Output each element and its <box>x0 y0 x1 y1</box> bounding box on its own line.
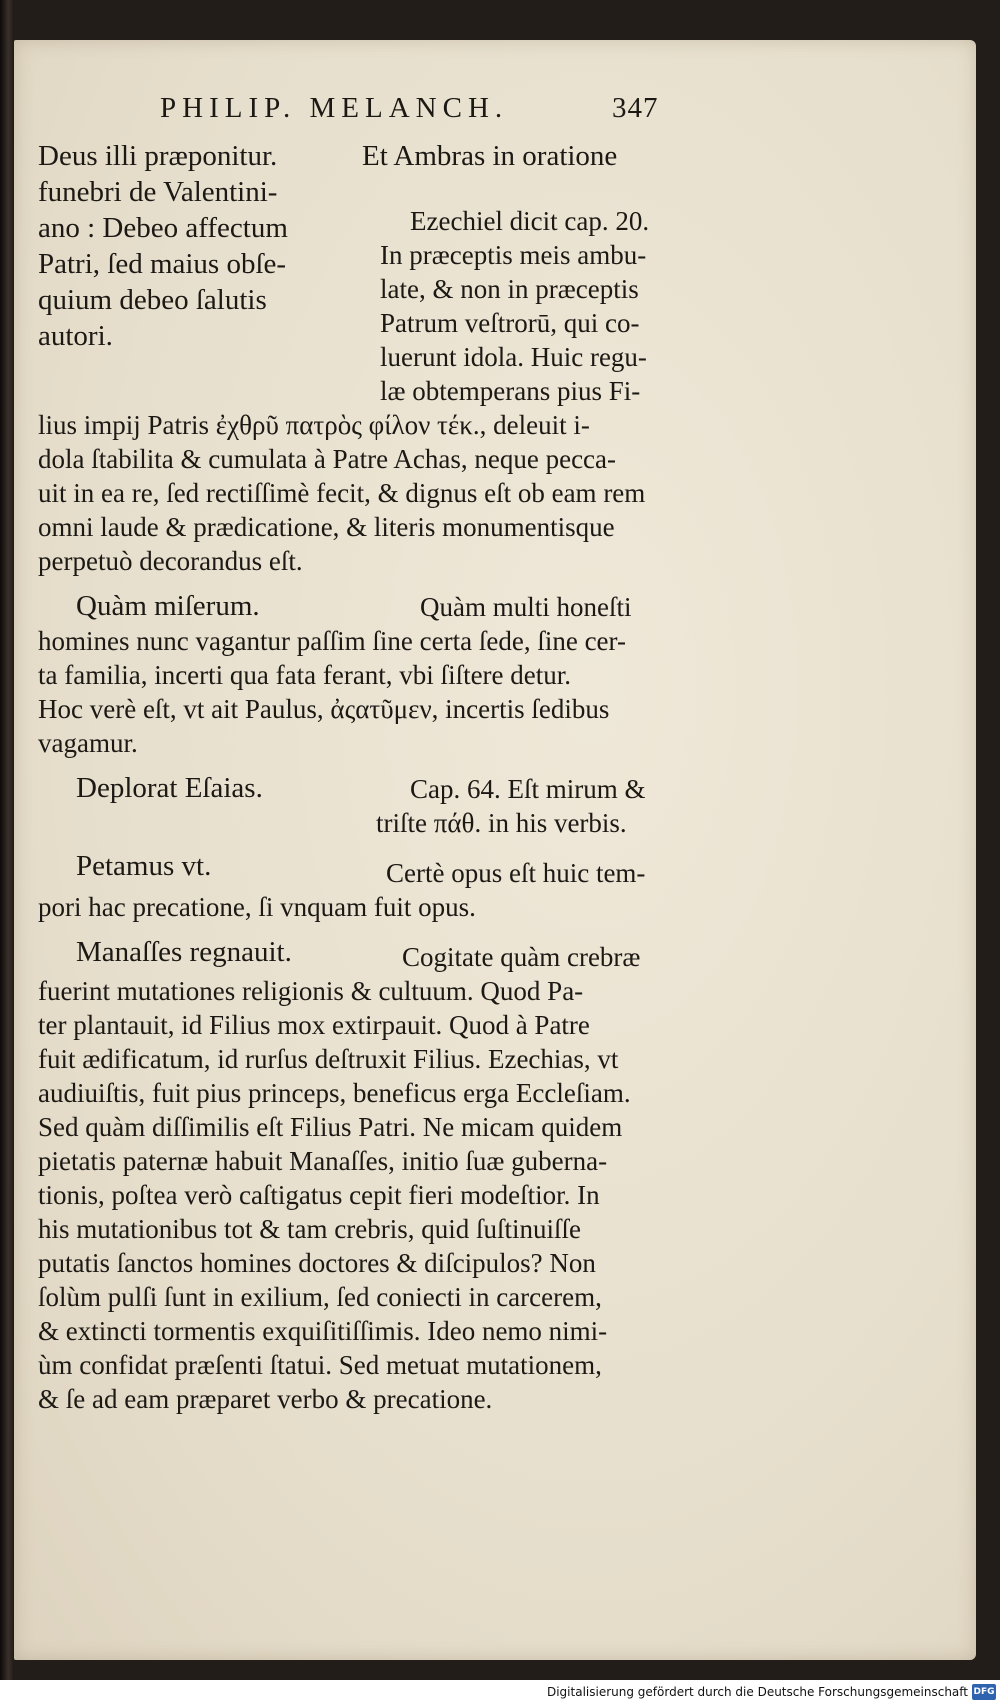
text-line: Quàm multi honeſti <box>420 592 632 622</box>
text-line: perpetuò decorandus eſt. <box>38 546 303 576</box>
margin-heading-manasses-regnauit: Manaſſes regnauit. <box>76 936 292 968</box>
book-spine-edge <box>0 0 14 1680</box>
text-line: ùm confidat præſenti ſtatui. Sed metuat mutationem, <box>38 1350 602 1380</box>
text-line: uit in ea re, ſed rectiſſimè fecit, & dignus eſt ob eam rem <box>38 478 646 508</box>
text-line: omni laude & prædicatione, & literis monumentisque <box>38 512 615 542</box>
text-line: ano : Debeo affectum <box>38 212 288 244</box>
dfg-logo-icon: DFG <box>972 1684 996 1700</box>
margin-heading-quam-miserum: Quàm miſerum. <box>76 590 260 622</box>
text-line: lius impij Patris ἐχθρῦ πατρὸς φίλον τέκ., deleuit i- <box>38 410 590 440</box>
text-line: Ezechiel dicit cap. 20. <box>410 206 650 236</box>
text-line: putatis ſanctos homines doctores & diſcipulos? Non <box>38 1248 596 1278</box>
digitization-credit-bar <box>0 1680 1000 1706</box>
text-line: dola ſtabilita & cumulata à Patre Achas, neque pecca- <box>38 444 617 474</box>
text-line: læ obtemperans pius Fi- <box>380 376 641 406</box>
text-line: fuit ædificatum, id rurſus deſtruxit Filius. Ezechias, vt <box>38 1044 619 1074</box>
text-line: & extincti tormentis exquiſitiſſimis. Ideo nemo nimi- <box>38 1316 608 1346</box>
text-line: pietatis paternæ habuit Manaſſes, initio ſuæ guberna- <box>38 1146 608 1176</box>
text-line: late, & non in præceptis <box>380 274 639 304</box>
text-line: triſte πάθ. in his verbis. <box>376 808 627 838</box>
margin-heading-petamus-vt: Petamus vt. <box>76 850 212 882</box>
text-line: audiuiſtis, fuit pius princeps, beneficus erga Eccleſiam. <box>38 1078 631 1108</box>
text-line: fuerint mutationes religionis & cultuum. Quod Pa- <box>38 976 584 1006</box>
margin-heading-deplorat-esaias: Deplorat Eſaias. <box>76 772 263 804</box>
text-line: his mutationibus tot & tam crebris, quid ſuſtinuiſſe <box>38 1214 581 1244</box>
text-line: pori hac precatione, ſi vnquam fuit opus. <box>38 892 476 922</box>
text-line: vagamur. <box>38 728 138 758</box>
margin-heading-deus: Deus illi præponitur. <box>38 140 278 172</box>
page-number: 347 <box>612 92 659 124</box>
text-line: tionis, poſtea verò caſtigatus cepit fieri modeſtior. In <box>38 1180 600 1210</box>
text-line: Patri, ſed maius obſe- <box>38 248 287 280</box>
digitization-credit: Digitalisierung gefördert durch die Deutsche Forschungsgemeinschaft <box>546 1685 968 1699</box>
text-line: Cap. 64. Eſt mirum & <box>410 774 646 804</box>
text-line: homines nunc vagantur paſſim ſine certa ſede, ſine cer- <box>38 626 626 656</box>
text-line: ter plantauit, id Filius mox extirpauit. Quod à Patre <box>38 1010 590 1040</box>
text-line: funebri de Valentini- <box>38 176 278 208</box>
text-line: In præceptis meis ambu- <box>380 240 647 270</box>
text-line: Certè opus eſt huic tem- <box>386 858 646 888</box>
text-line: Patrum veſtrorū, qui co- <box>380 308 640 338</box>
running-title: PHILIP. MELANCH. <box>160 92 509 124</box>
text-line: Sed quàm diſſimilis eſt Filius Patri. Ne micam quidem <box>38 1112 623 1142</box>
text-line: ſolùm pulſi ſunt in exilium, ſed coniecti in carcerem, <box>38 1282 602 1312</box>
text-line: ta familia, incerti qua fata ferant, vbi ſiſtere detur. <box>38 660 572 690</box>
text-line: & ſe ad eam præparet verbo & precatione. <box>38 1384 493 1414</box>
text-line: quium debeo ſalutis <box>38 284 267 316</box>
text-line: Hoc verè eſt, vt ait Paulus, ἀςατῦμεν, incertis ſedibus <box>38 694 610 724</box>
text-line: Et Ambras in oratione <box>362 140 618 172</box>
text-line: luerunt idola. Huic regu- <box>380 342 647 372</box>
text-line: autori. <box>38 320 113 352</box>
text-line: Cogitate quàm crebræ <box>402 942 641 972</box>
